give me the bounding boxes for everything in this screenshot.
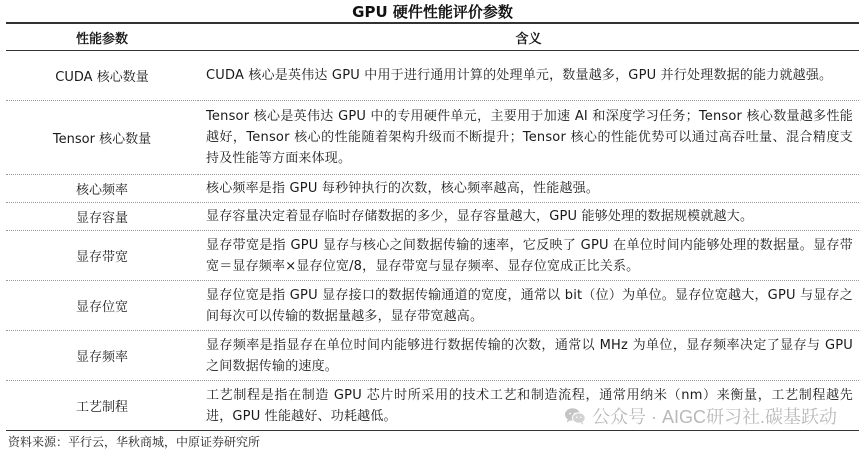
- table-row: [6, 51, 859, 101]
- param-cell: 工艺制程: [75, 400, 128, 415]
- header-row: [6, 23, 859, 51]
- source-note: 资料来源：平行云，华秋商城，中原证券研究所: [8, 435, 261, 449]
- table-row: [6, 231, 859, 281]
- table-row: [6, 281, 859, 331]
- watermark-text: 公众号 · AIGC研习社.碳基跃动: [591, 407, 837, 427]
- table-header: [6, 23, 859, 51]
- meaning-cell: 显存带宽是指 GPU 显存与核心之间数据传输的速率，它反映了 GPU 在单位时间内能够处理的数据量。显存带宽＝显存频率×显存位宽/8，显存带宽与显存频率、显存位宽成正比关系。: [206, 237, 853, 274]
- param-cell: CUDA 核心数量: [55, 70, 149, 85]
- table-title: GPU 硬件性能评价参数: [352, 3, 513, 21]
- table-row: [6, 331, 859, 381]
- param-cell: 显存带宽: [75, 250, 128, 265]
- param-cell: 显存位宽: [75, 300, 128, 315]
- meaning-cell: 显存频率是指显存在单位时间内能够进行数据传输的次数，通常以 MHz 为单位，显存频率决定了显存与 GPU 之间数据传输的速度。: [206, 337, 853, 374]
- table-row: [6, 381, 859, 431]
- table-body: [6, 51, 859, 431]
- table-row: [6, 203, 859, 231]
- header-param: 性能参数: [75, 31, 128, 47]
- meaning-cell: 显存容量决定着显存临时存储数据的多少，显存容量越大，GPU 能够处理的数据规模就越大。: [206, 209, 754, 224]
- param-cell: 核心频率: [75, 183, 128, 198]
- gpu-parameter-table: [6, 22, 859, 431]
- param-cell: 显存容量: [75, 211, 128, 226]
- meaning-cell: Tensor 核心是英伟达 GPU 中的专用硬件单元，主要用于加速 AI 和深度学习任务；Tensor 核心数量越多性能越好，Tensor 核心的性能随着架构升级而不断提升；Tensor 核心的性能优势可以通过高吞吐量、混合精度支持及性能等方面来体现。: [206, 109, 853, 166]
- param-cell: 显存频率: [75, 350, 128, 365]
- meaning-cell: CUDA 核心是英伟达 GPU 中用于进行通用计算的处理单元，数量越多，GPU 并行处理数据的能力就越强。: [206, 68, 833, 83]
- table-row: [6, 175, 859, 203]
- meaning-cell: 工艺制程是指在制造 GPU 芯片时所采用的技术工艺和制造流程，通常用纳米（nm）来衡量，工艺制程越先进，GPU 性能越好、功耗越低。: [206, 387, 853, 424]
- param-cell: Tensor 核心数量: [52, 132, 152, 147]
- table-row: [6, 101, 859, 175]
- meaning-cell: 显存位宽是指 GPU 显存接口的数据传输通道的宽度，通常以 bit（位）为单位。显存位宽越大，GPU 与显存之间每次可以传输的数据量越多，显存带宽越高。: [206, 287, 853, 324]
- header-meaning: 含义: [515, 31, 542, 47]
- meaning-cell: 核心频率是指 GPU 每秒钟执行的次数，核心频率越高，性能越强。: [206, 181, 600, 196]
